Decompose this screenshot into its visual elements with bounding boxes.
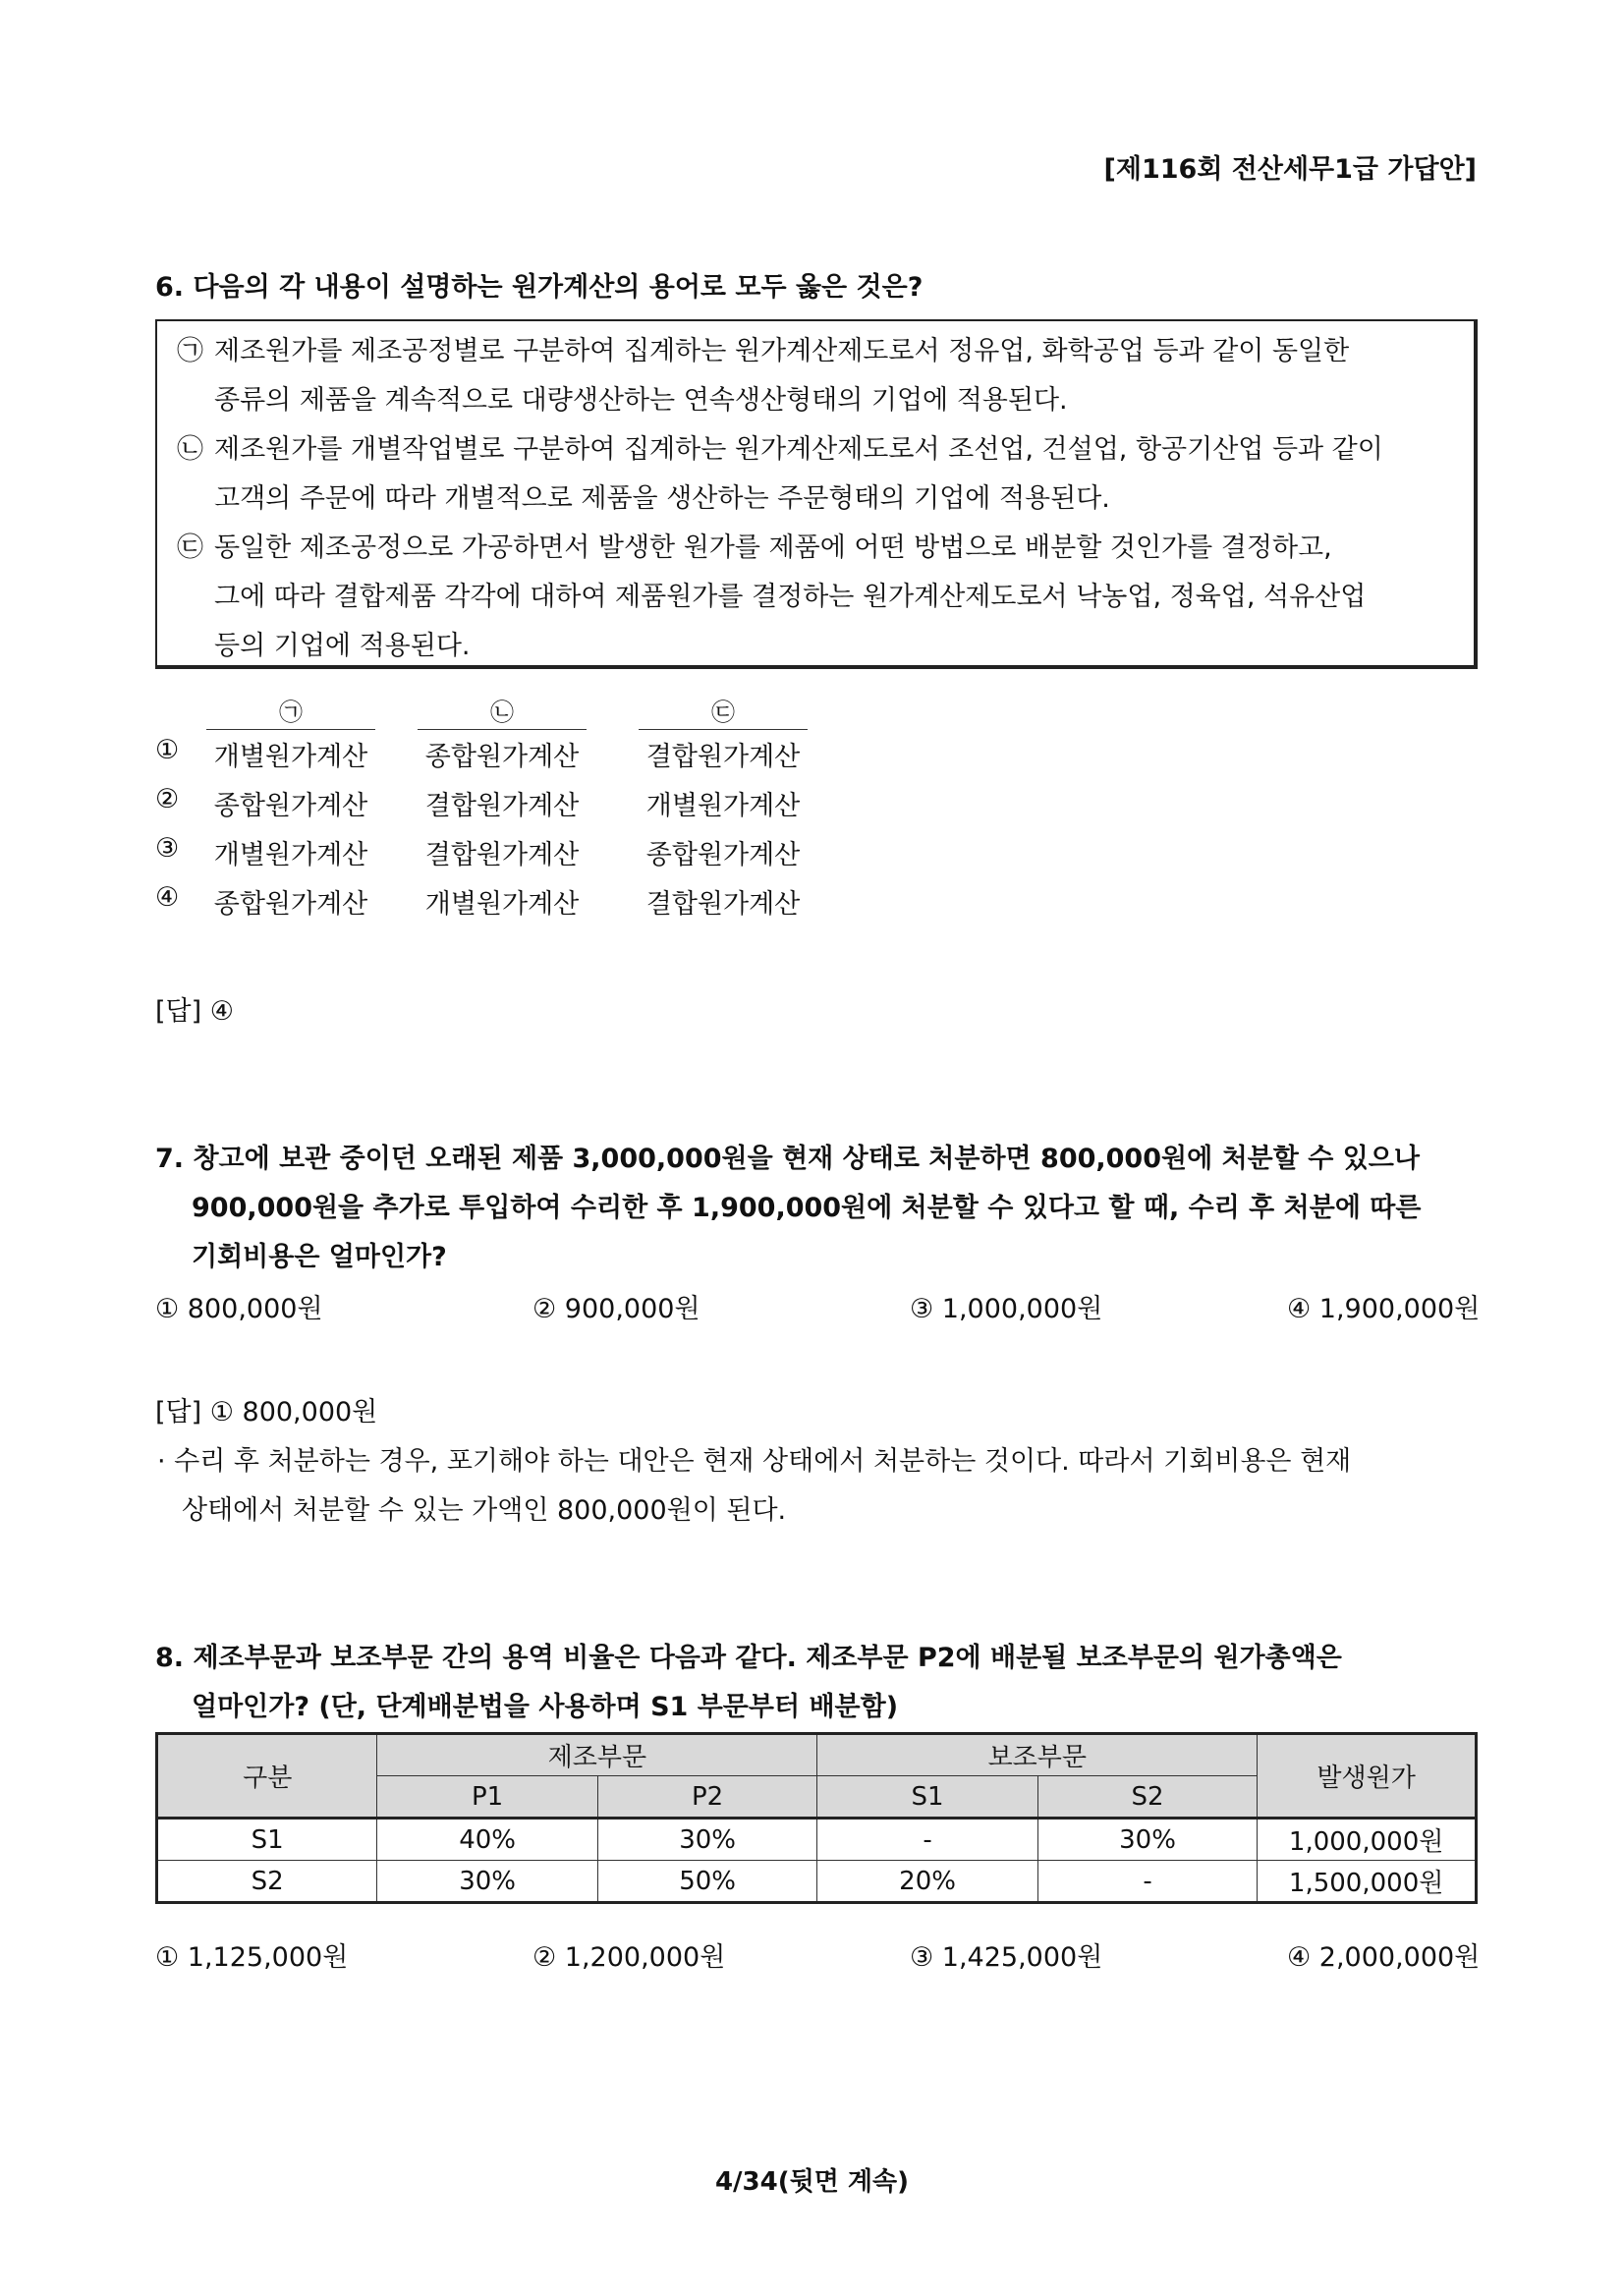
q7-option-4[interactable]: ④ 1,900,000원 [1287,1294,1481,1324]
q6-choice-4-number[interactable]: ④ [155,882,180,913]
table-row-label: S1 [157,1819,377,1861]
q6-choice-1-number[interactable]: ① [155,735,180,765]
table-subheader-s1: S1 [817,1776,1037,1819]
q7-line-2: 900,000원을 추가로 투입하여 수리한 후 1,900,000원에 처분할 수 있다고 할 때, 수리 후 처분에 따른 [192,1193,1422,1223]
q6-box-line-6: 그에 따라 결합제품 각각에 대하여 제품원가를 결정하는 원가계산제도로서 낙농업, 정육업, 석유산업 [214,582,1367,612]
table-header-service-dept: 보조부문 [817,1734,1258,1776]
table-header-cost: 발생원가 [1258,1734,1477,1819]
q7-explanation-line-2: 상태에서 처분할 수 있는 가액인 800,000원이 된다. [182,1495,787,1526]
q6-col-rule-2 [418,729,587,730]
table-header-category: 구분 [157,1734,377,1819]
table-row [157,1819,1477,1861]
q8-option-2[interactable]: ② 1,200,000원 [532,1942,726,1973]
q6-choice-1-cell-1: 개별원가계산 [213,742,368,772]
table-cell-cost: 1,500,000원 [1258,1861,1477,1903]
q7-option-1[interactable]: ① 800,000원 [155,1294,323,1324]
q6-choice-3-cell-1: 개별원가계산 [213,840,368,870]
q6-box-line-3: ㉡ 제조원가를 개별작업별로 구분하여 집계하는 원가계산제도로서 조선업, 건설업, 항공기산업 등과 같이 [177,434,1383,465]
q6-col-rule-3 [639,729,808,730]
table-cell: - [817,1819,1037,1861]
q8-line-2: 얼마인가? (단, 단계배분법을 사용하며 S1 부문부터 배분함) [192,1692,899,1722]
q8-option-3[interactable]: ③ 1,425,000원 [910,1942,1103,1973]
q8-line-1: 8. 제조부문과 보조부문 간의 용역 비율은 다음과 같다. 제조부문 P2에 배분될 보조부문의 원가총액은 [155,1643,1342,1673]
q6-box-line-4: 고객의 주문에 따라 개별적으로 제품을 생산하는 주문형태의 기업에 적용된다. [214,483,1110,514]
q7-line-1: 7. 창고에 보관 중이던 오래된 제품 3,000,000원을 현재 상태로 처분하면 800,000원에 처분할 수 있으나 [155,1144,1420,1174]
q6-box-line-1: ㉠ 제조원가를 제조공정별로 구분하여 집계하는 원가계산제도로서 정유업, 화학공업 등과 같이 동일한 [177,336,1350,366]
q6-choice-1-cell-3: 결합원가계산 [645,742,801,772]
table-cell: - [1037,1861,1257,1903]
table-cell: 30% [377,1861,597,1903]
q6-choice-3-cell-2: 결합원가계산 [424,840,580,870]
table-subheader-p2: P2 [597,1776,816,1819]
table-cell: 50% [597,1861,816,1903]
q7-line-3: 기회비용은 얼마인가? [192,1242,447,1272]
table-row [157,1861,1477,1903]
q8-option-1[interactable]: ① 1,125,000원 [155,1942,349,1973]
q6-col-rule-1 [206,729,375,730]
q6-choice-4-cell-1: 종합원가계산 [213,889,368,920]
q6-title: 6. 다음의 각 내용이 설명하는 원가계산의 용어로 모두 옳은 것은? [155,272,924,303]
table-subheader-p1: P1 [377,1776,597,1819]
q6-box-line-2: 종류의 제품을 계속적으로 대량생산하는 연속생산형태의 기업에 적용된다. [214,385,1068,416]
q6-box-line-7: 등의 기업에 적용된다. [214,631,471,661]
q7-option-2[interactable]: ② 900,000원 [532,1294,700,1324]
table-cell: 30% [597,1819,816,1861]
q8-service-ratio-table [155,1732,1478,1904]
q7-explanation-line-1: · 수리 후 처분하는 경우, 포기해야 하는 대안은 현재 상태에서 처분하는 것이다. 따라서 기회비용은 현재 [157,1446,1352,1477]
table-cell: 20% [817,1861,1037,1903]
table-cell: 40% [377,1819,597,1861]
table-subheader-s2: S2 [1037,1776,1257,1819]
q6-col-header-2: ㉡ [490,699,514,726]
q6-choice-4-cell-3: 결합원가계산 [645,889,801,920]
q7-option-3[interactable]: ③ 1,000,000원 [910,1294,1103,1324]
table-header-production-dept: 제조부문 [377,1734,817,1776]
page-footer: 4/34(뒷면 계속) [714,2167,910,2197]
q7-answer: [답] ① 800,000원 [155,1397,378,1428]
q6-col-header-1: ㉠ [279,699,303,726]
q6-choice-2-cell-1: 종합원가계산 [213,791,368,821]
table-cell: 30% [1037,1819,1257,1861]
q6-box-line-5: ㉢ 동일한 제조공정으로 가공하면서 발생한 원가를 제품에 어떤 방법으로 배분할 것인가를 결정하고, [177,532,1332,563]
q6-choice-3-cell-3: 종합원가계산 [645,840,801,870]
table-row-label: S2 [157,1861,377,1903]
q6-choice-3-number[interactable]: ③ [155,833,180,864]
q6-answer: [답] ④ [155,996,234,1027]
q6-choice-2-number[interactable]: ② [155,784,180,814]
exam-header: [제116회 전산세무1급 가답안] [1103,154,1477,185]
q6-choice-2-cell-2: 결합원가계산 [424,791,580,821]
q6-choice-2-cell-3: 개별원가계산 [645,791,801,821]
q6-col-header-3: ㉢ [711,699,735,726]
table-cell-cost: 1,000,000원 [1258,1819,1477,1861]
q6-description-box [155,319,1478,669]
q8-option-4[interactable]: ④ 2,000,000원 [1287,1942,1481,1973]
q6-choice-4-cell-2: 개별원가계산 [424,889,580,920]
q6-choice-1-cell-2: 종합원가계산 [424,742,580,772]
